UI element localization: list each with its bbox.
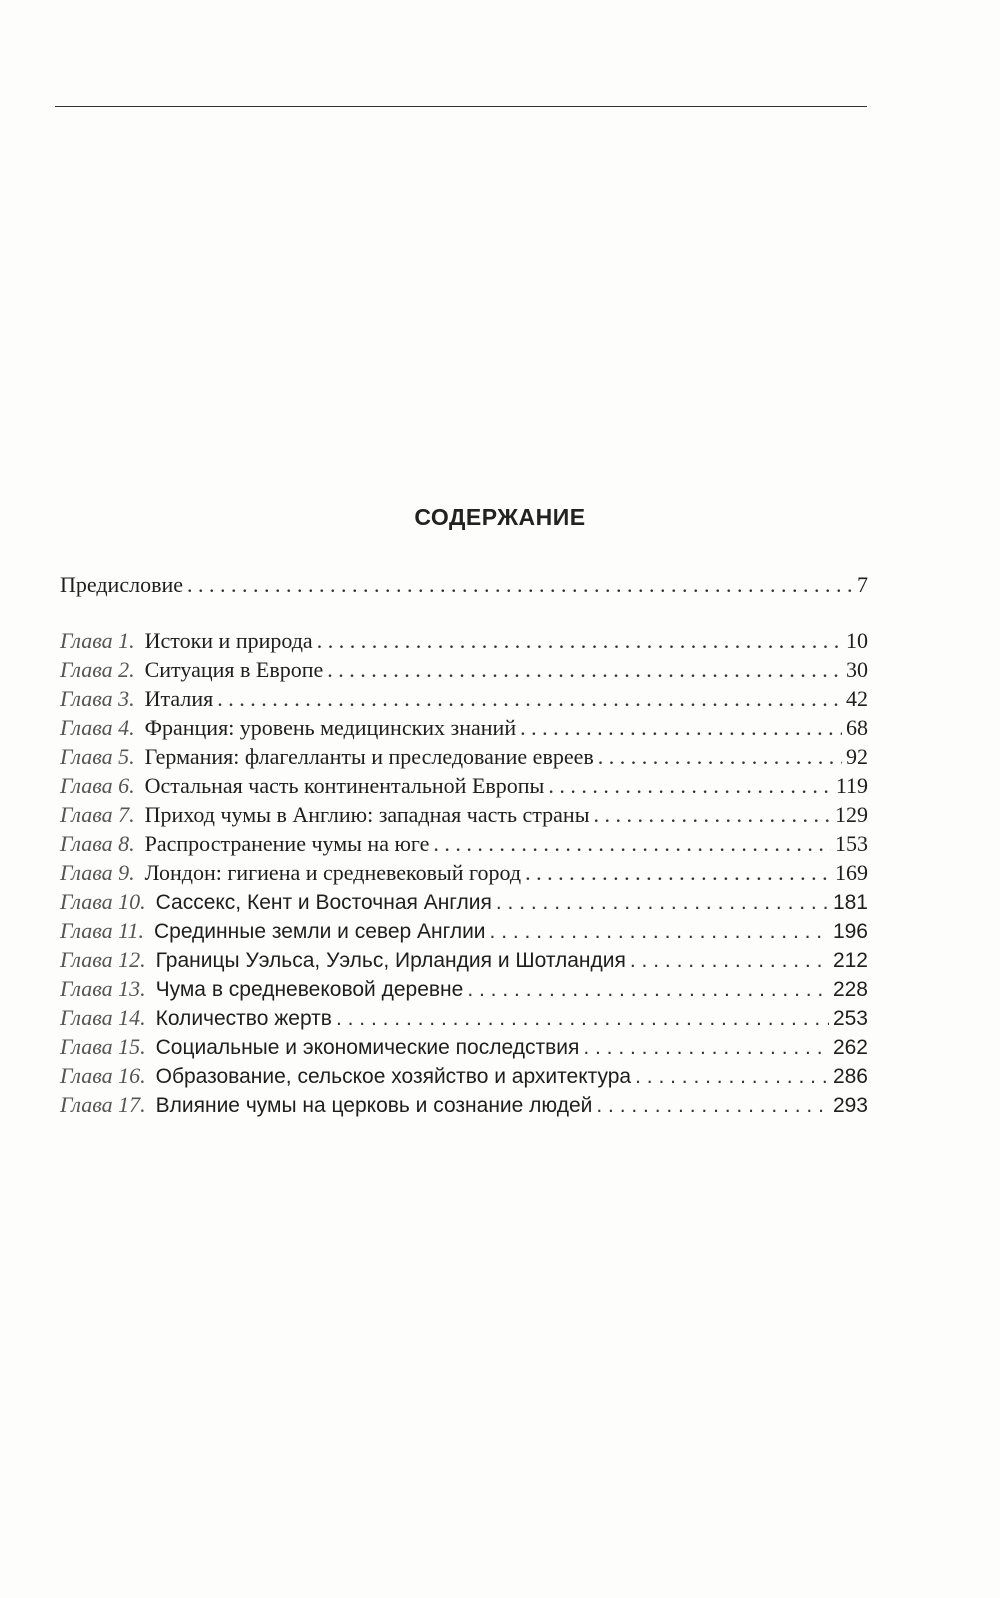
toc-entry-page: 7	[857, 572, 868, 597]
dot-leader	[187, 570, 853, 600]
toc-entry-title: Лондон: гигиена и средневековый город	[144, 860, 522, 885]
chapter-label: Глава 14.	[60, 1005, 146, 1030]
toc-entry-title: Сассекс, Кент и Восточная Англия	[155, 891, 492, 914]
dot-leader	[520, 713, 842, 743]
toc-entry-chapter-10[interactable]	[60, 887, 868, 917]
toc-entry-chapter-16[interactable]	[60, 1061, 868, 1091]
chapter-label: Глава 5.	[60, 744, 135, 769]
toc-entry-page: 196	[832, 920, 868, 943]
toc-entry-chapter-4[interactable]	[60, 713, 868, 743]
toc-entry-page: 253	[832, 1007, 868, 1030]
toc-entry-title: Чума в средневековой деревне	[155, 978, 464, 1001]
toc-entry-chapter-5[interactable]	[60, 742, 868, 772]
dot-leader	[630, 946, 829, 976]
toc-entry-title: Ситуация в Европе	[144, 657, 324, 682]
toc-entry-page: 169	[835, 860, 868, 885]
toc-entry-page: 293	[832, 1094, 868, 1117]
toc-entry-title: Распространение чумы на юге	[144, 831, 430, 856]
dot-leader	[635, 1062, 829, 1092]
toc-entry-title: Социальные и экономические последствия	[155, 1036, 580, 1059]
toc-entry-page: 286	[832, 1065, 868, 1088]
toc-entry-page: 119	[835, 773, 868, 798]
toc-entry-chapter-8[interactable]	[60, 829, 868, 859]
chapter-label: Глава 1.	[60, 628, 135, 653]
toc-entry-chapter-15[interactable]	[60, 1032, 868, 1062]
toc-entry-chapter-11[interactable]	[60, 916, 868, 946]
chapter-label: Глава 9.	[60, 860, 135, 885]
chapter-label: Глава 12.	[60, 947, 146, 972]
toc-entry-page: 228	[832, 978, 868, 1001]
toc-entry-chapter-7[interactable]	[60, 800, 868, 830]
toc-entry-title: Италия	[144, 686, 214, 711]
chapter-label: Глава 15.	[60, 1034, 146, 1059]
toc-entry-title: Границы Уэльса, Уэльс, Ирландия и Шотландия	[155, 949, 626, 972]
toc-entry-title: Образование, сельское хозяйство и архитектура	[155, 1065, 632, 1088]
dot-leader	[594, 800, 832, 830]
dot-leader	[467, 975, 829, 1005]
dot-leader	[490, 917, 829, 947]
toc-entry-chapter-14[interactable]	[60, 1003, 868, 1033]
toc-entry-page: 42	[846, 686, 868, 711]
chapter-label: Глава 10.	[60, 889, 146, 914]
dot-leader	[217, 684, 842, 714]
toc-entry-title: Истоки и природа	[144, 628, 313, 653]
dot-leader	[596, 1091, 829, 1121]
toc-entry-chapter-17[interactable]	[60, 1090, 868, 1120]
chapter-label: Глава 4.	[60, 715, 135, 740]
toc-entry-chapter-12[interactable]	[60, 945, 868, 975]
toc-entry-page: 68	[846, 715, 868, 740]
chapter-label: Глава 3.	[60, 686, 135, 711]
dot-leader	[525, 858, 831, 888]
chapter-label: Глава 13.	[60, 976, 146, 1001]
chapter-label: Глава 7.	[60, 802, 135, 827]
top-rule	[55, 106, 867, 107]
dot-leader	[433, 829, 831, 859]
toc-entry-chapter-6[interactable]	[60, 771, 868, 801]
toc-entry-page: 153	[835, 831, 868, 856]
toc-entry-title: Германия: флагелланты и преследование евреев	[144, 744, 594, 769]
toc-entry-chapter-2[interactable]	[60, 655, 868, 685]
chapter-label: Глава 11.	[60, 918, 144, 943]
toc-entry-page: 129	[835, 802, 868, 827]
toc-entry-page: 30	[846, 657, 868, 682]
toc-entry-page: 181	[832, 891, 868, 914]
toc-entry-title: Приход чумы в Англию: западная часть страны	[144, 802, 590, 827]
toc-entry-title: Срединные земли и север Англии	[153, 920, 486, 943]
chapter-label: Глава 17.	[60, 1092, 146, 1117]
dot-leader	[327, 655, 842, 685]
toc-entry-title: Предисловие	[60, 572, 183, 597]
chapter-label: Глава 2.	[60, 657, 135, 682]
toc-entry-page: 212	[832, 949, 868, 972]
dot-leader	[336, 1004, 829, 1034]
dot-leader	[317, 626, 842, 656]
toc-entry-title: Франция: уровень медицинских знаний	[144, 715, 517, 740]
toc-entry-page: 262	[832, 1036, 868, 1059]
dot-leader	[548, 771, 831, 801]
dot-leader	[496, 888, 829, 918]
toc-entry-chapter-9[interactable]	[60, 858, 868, 888]
dot-leader	[598, 742, 842, 772]
toc-entry-page: 10	[846, 628, 868, 653]
toc-entry-chapter-13[interactable]	[60, 974, 868, 1004]
dot-leader	[583, 1033, 829, 1063]
toc-title: СОДЕРЖАНИЕ	[414, 504, 586, 530]
toc-entry-title: Остальная часть континентальной Европы	[144, 773, 545, 798]
toc-entry-chapter-1[interactable]	[60, 626, 868, 656]
chapter-label: Глава 16.	[60, 1063, 146, 1088]
toc-entry-page: 92	[846, 744, 868, 769]
chapter-label: Глава 8.	[60, 831, 135, 856]
toc-entry-chapter-3[interactable]	[60, 684, 868, 714]
toc-entry-preface[interactable]	[60, 570, 868, 600]
chapter-label: Глава 6.	[60, 773, 135, 798]
toc-entry-title: Количество жертв	[155, 1007, 332, 1030]
toc-entry-title: Влияние чумы на церковь и сознание людей	[155, 1094, 593, 1117]
